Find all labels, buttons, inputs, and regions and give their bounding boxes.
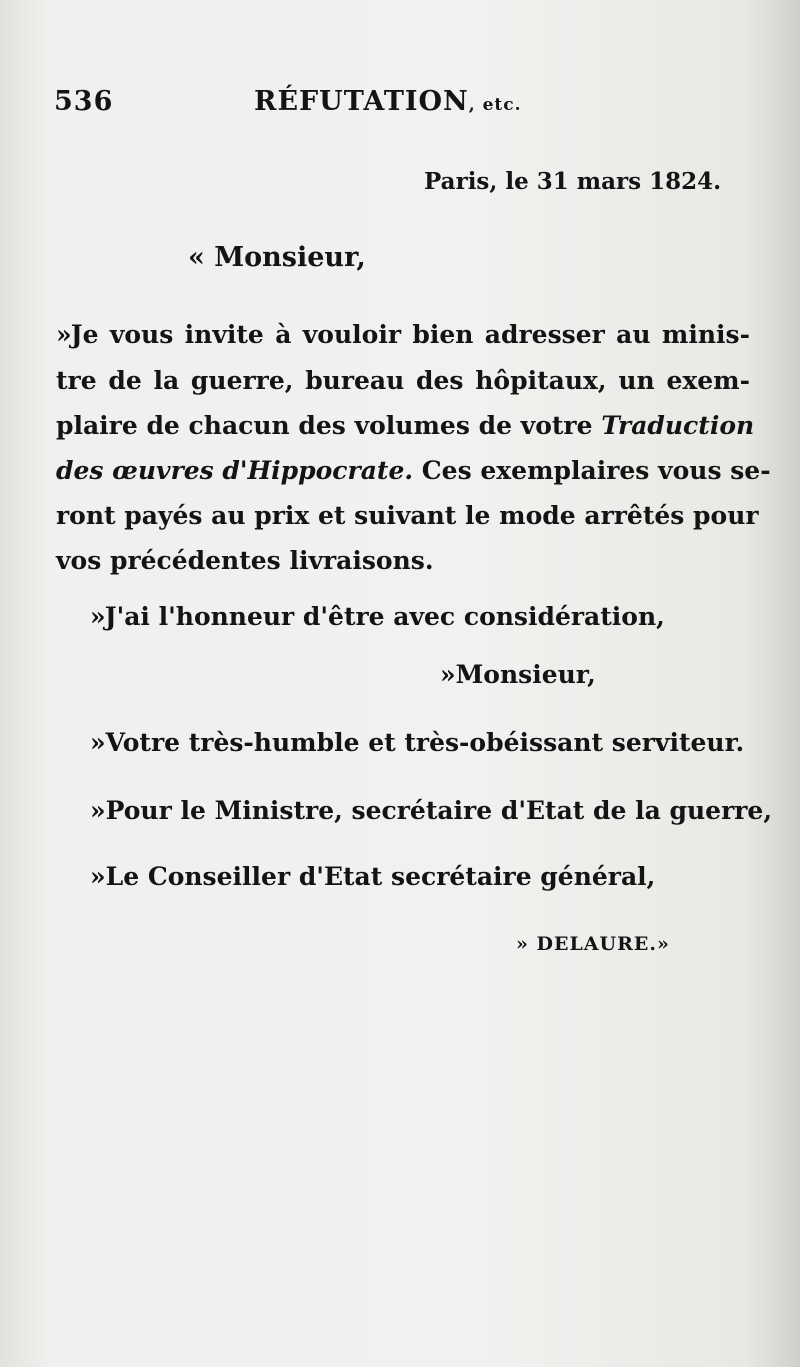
letter-salutation: « Monsieur, bbox=[188, 242, 366, 273]
body-line-4-text: Ces exemplaires vous se- bbox=[421, 456, 771, 485]
running-title-suffix: , etc. bbox=[468, 95, 522, 115]
body-line-1-text: »Je vous invite à vouloir bien adresser au minis- bbox=[56, 320, 750, 349]
body-line-1 bbox=[56, 320, 750, 349]
body-line-5 bbox=[56, 501, 759, 530]
letter-date: Paris, le 31 mars 1824. bbox=[424, 168, 722, 195]
body-line-2-text: tre de la guerre, bureau des hôpitaux, un exem- bbox=[56, 366, 750, 395]
signature: » DELAURE.» bbox=[516, 933, 670, 955]
body-line-5-text: ront payés au prix et suivant le mode arrêtés pour bbox=[56, 501, 759, 530]
closing-line-1: »J'ai l'honneur d'être avec considération, bbox=[90, 602, 665, 631]
closing-line-2: »Monsieur, bbox=[440, 660, 596, 689]
page-header bbox=[54, 86, 754, 126]
body-line-2 bbox=[56, 366, 750, 395]
body-line-3 bbox=[56, 411, 755, 440]
closing-line-4: »Pour le Ministre, secrétaire d'Etat de la guerre, bbox=[90, 796, 773, 825]
body-line-6: vos précédentes livraisons. bbox=[56, 546, 434, 575]
title-italic-2: des œuvres d'Hippocrate. bbox=[56, 456, 414, 485]
body-line-3-text: plaire de chacun des volumes de votre bbox=[56, 411, 593, 440]
running-title bbox=[254, 86, 522, 117]
closing-line-5: »Le Conseiller d'Etat secrétaire général, bbox=[90, 862, 656, 891]
page-number: 536 bbox=[54, 86, 114, 117]
running-title-text: RÉFUTATION bbox=[254, 86, 469, 117]
body-line-4 bbox=[56, 456, 771, 485]
closing-line-3: »Votre très-humble et très-obéissant serviteur. bbox=[90, 728, 745, 757]
title-italic-1: Traduction bbox=[601, 411, 755, 440]
